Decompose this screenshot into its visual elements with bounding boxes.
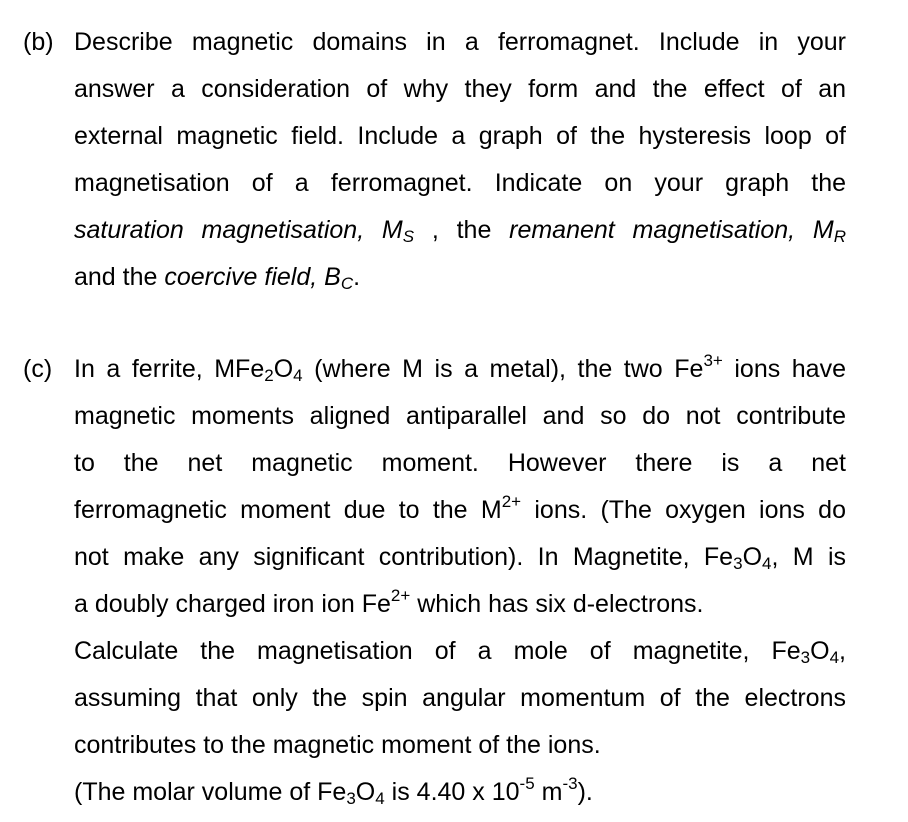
- question-b-line-6: and the coercive field, $B_C$.: [74, 263, 361, 293]
- question-c-line-9: contributes to the magnetic moment of the ions.: [74, 731, 601, 759]
- question-c-label: (c): [23, 355, 53, 383]
- question-b-line-2: answer a consideration of why they form and the effect of an: [74, 75, 846, 103]
- question-b-line-4: magnetisation of a ferromagnet. Indicate on your graph the: [74, 169, 846, 197]
- question-c-line-2: magnetic moments aligned antiparallel and so do not contribute: [74, 402, 846, 430]
- question-c-line-5: not make any significant contribution). In Magnetite, $Fe_3O_4$, M is: [74, 543, 847, 573]
- question-c-line-10: (The molar volume of $Fe_3O_4$ is 4.40 x $10^{-5}$ $m^{-3}$).: [74, 774, 593, 808]
- question-c-line-1: In a ferrite, $MFe_2O_4$ (where M is a metal), the two $Fe^{3+}$ ions have: [74, 351, 846, 385]
- question-c-line-8: assuming that only the spin angular momentum of the electrons: [74, 684, 846, 712]
- question-b-line-1: Describe magnetic domains in a ferromagnet. Include in your: [74, 28, 846, 56]
- question-c-line-3: to the net magnetic moment. However there is a net: [74, 449, 846, 477]
- question-c-text: [74, 346, 846, 816]
- question-c-line-4: ferromagnetic moment due to the $M^{2+}$ ions. (The oxygen ions do: [74, 492, 846, 524]
- question-c-line-6: a doubly charged iron ion $Fe^{2+}$ which has six d-electrons.: [74, 586, 704, 618]
- question-b-text: [74, 19, 846, 301]
- question-c-line-7: Calculate the magnetisation of a mole of magnetite, $Fe_3O_4$,: [74, 637, 846, 667]
- question-b-line-5: saturation magnetisation, $M_S$ , the remanent magnetisation, $M_R$: [74, 216, 846, 246]
- question-b-label: (b): [23, 28, 54, 56]
- question-b-line-3: external magnetic field. Include a graph of the hysteresis loop of: [74, 122, 846, 150]
